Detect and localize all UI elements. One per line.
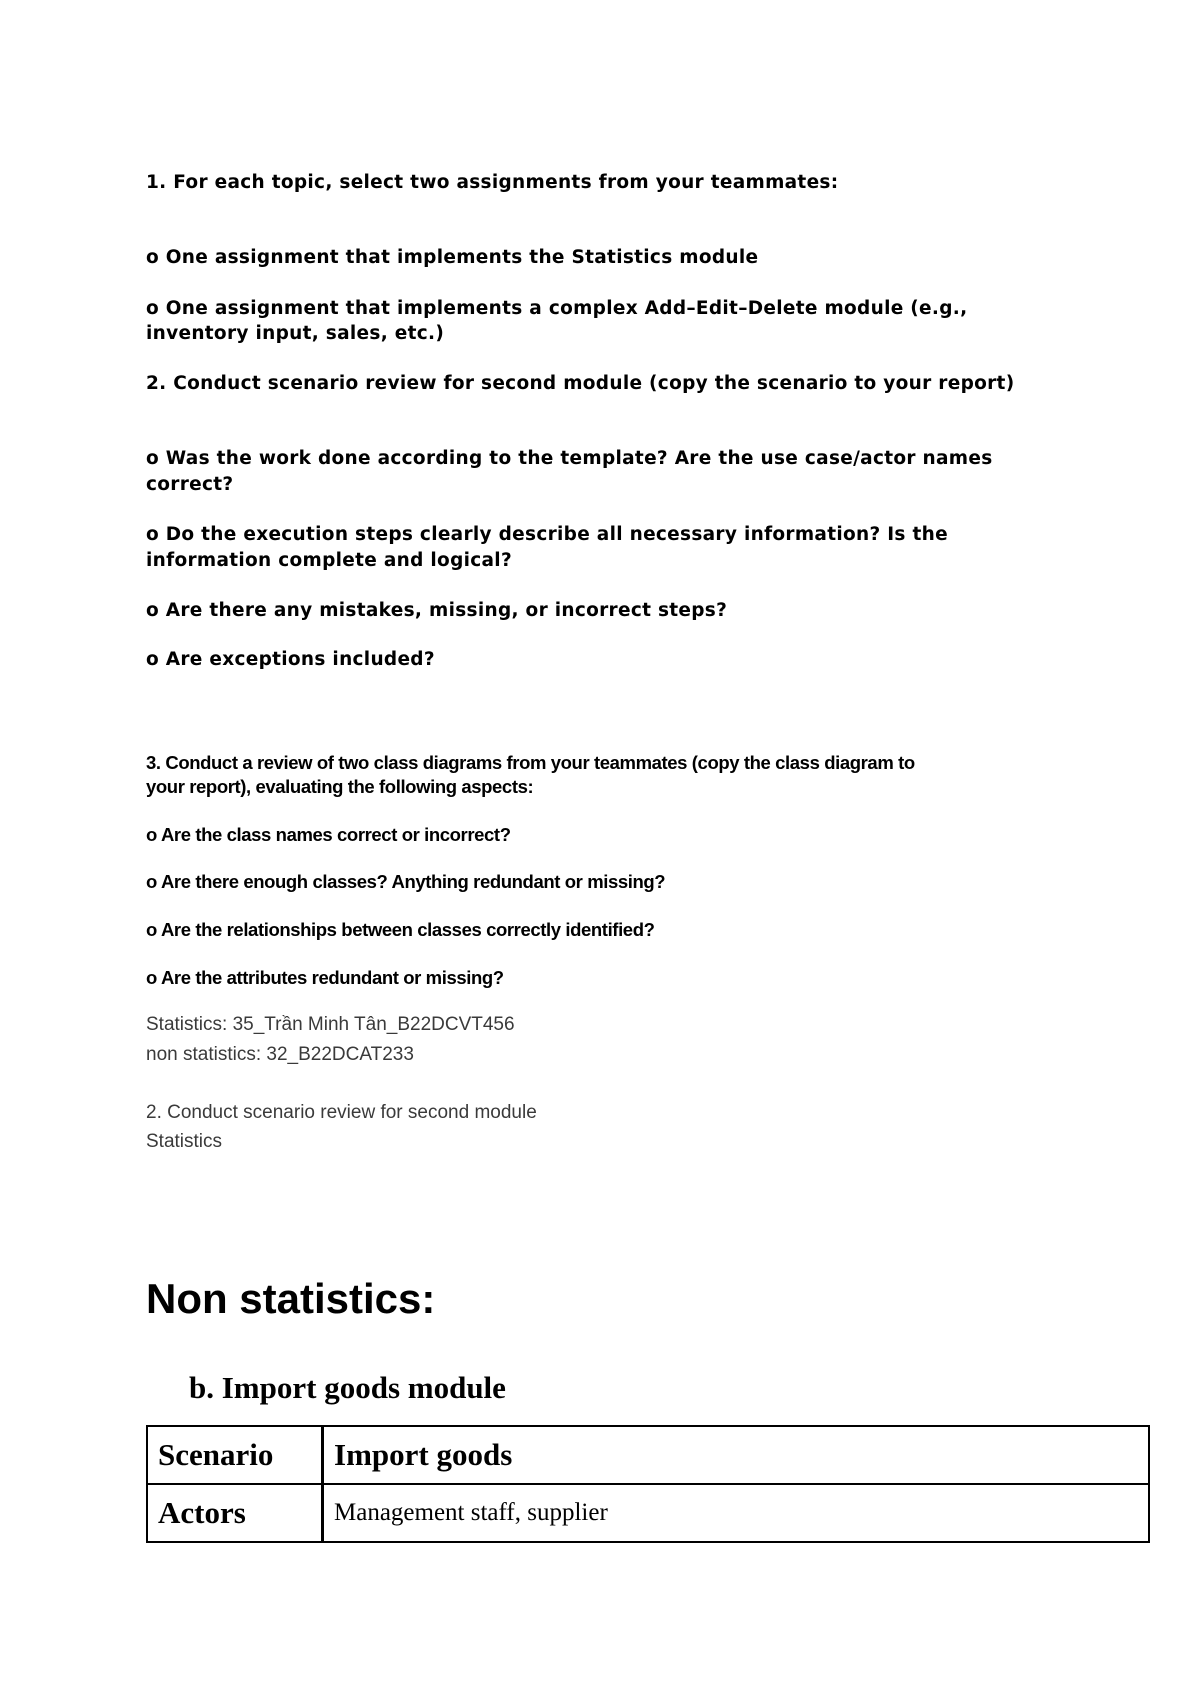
- item-2-question-execution-steps-line-1: o Do the execution steps clearly describe all necessary information? Is the: [146, 524, 948, 545]
- note-statistics-assignment: Statistics: 35_Trần Minh Tân_B22DCVT456: [146, 1014, 515, 1035]
- table-row: [147, 1426, 1149, 1484]
- note-review-heading: 2. Conduct scenario review for second module: [146, 1102, 537, 1123]
- table-cell-label: Actors: [147, 1484, 323, 1542]
- instruction-item-2: 2. Conduct scenario review for second module (copy the scenario to your report): [146, 373, 1015, 394]
- instruction-item-1-option-add-edit-delete-line-1: o One assignment that implements a complex Add–Edit–Delete module (e.g.,: [146, 298, 968, 319]
- instruction-item-1-option-statistics: o One assignment that implements the Statistics module: [146, 247, 759, 268]
- table-cell-value: Import goods: [323, 1426, 1150, 1484]
- section-title: Non statistics:: [146, 1275, 436, 1322]
- item-2-question-execution-steps-line-2: information complete and logical?: [146, 550, 512, 571]
- table-row: [147, 1484, 1149, 1542]
- item-3-question-attributes: o Are the attributes redundant or missing?: [146, 967, 504, 988]
- item-2-question-mistakes: o Are there any mistakes, missing, or incorrect steps?: [146, 600, 728, 621]
- module-title: b. Import goods module: [189, 1370, 506, 1405]
- item-3-question-class-names: o Are the class names correct or incorrect?: [146, 824, 511, 845]
- item-3-question-enough-classes: o Are there enough classes? Anything redundant or missing?: [146, 871, 666, 892]
- instruction-item-3-line-1: 3. Conduct a review of two class diagrams from your teammates (copy the class diagram to: [146, 752, 915, 773]
- instruction-item-3-line-2: your report), evaluating the following aspects:: [146, 776, 534, 797]
- note-review-subheading: Statistics: [146, 1131, 223, 1152]
- item-3-question-relationships: o Are the relationships between classes correctly identified?: [146, 919, 655, 940]
- table-cell-label: Scenario: [147, 1426, 323, 1484]
- instruction-item-1: 1. For each topic, select two assignments from your teammates:: [146, 172, 839, 193]
- item-2-question-exceptions: o Are exceptions included?: [146, 649, 435, 670]
- table-cell-value: Management staff, supplier: [323, 1484, 1150, 1542]
- item-2-question-template-line-2: correct?: [146, 474, 234, 495]
- item-2-question-template-line-1: o Was the work done according to the template? Are the use case/actor names: [146, 448, 993, 469]
- note-non-statistics-assignment: non statistics: 32_B22DCAT233: [146, 1044, 414, 1065]
- scenario-table: [146, 1425, 1150, 1543]
- instruction-item-1-option-add-edit-delete-line-2: inventory input, sales, etc.): [146, 323, 445, 344]
